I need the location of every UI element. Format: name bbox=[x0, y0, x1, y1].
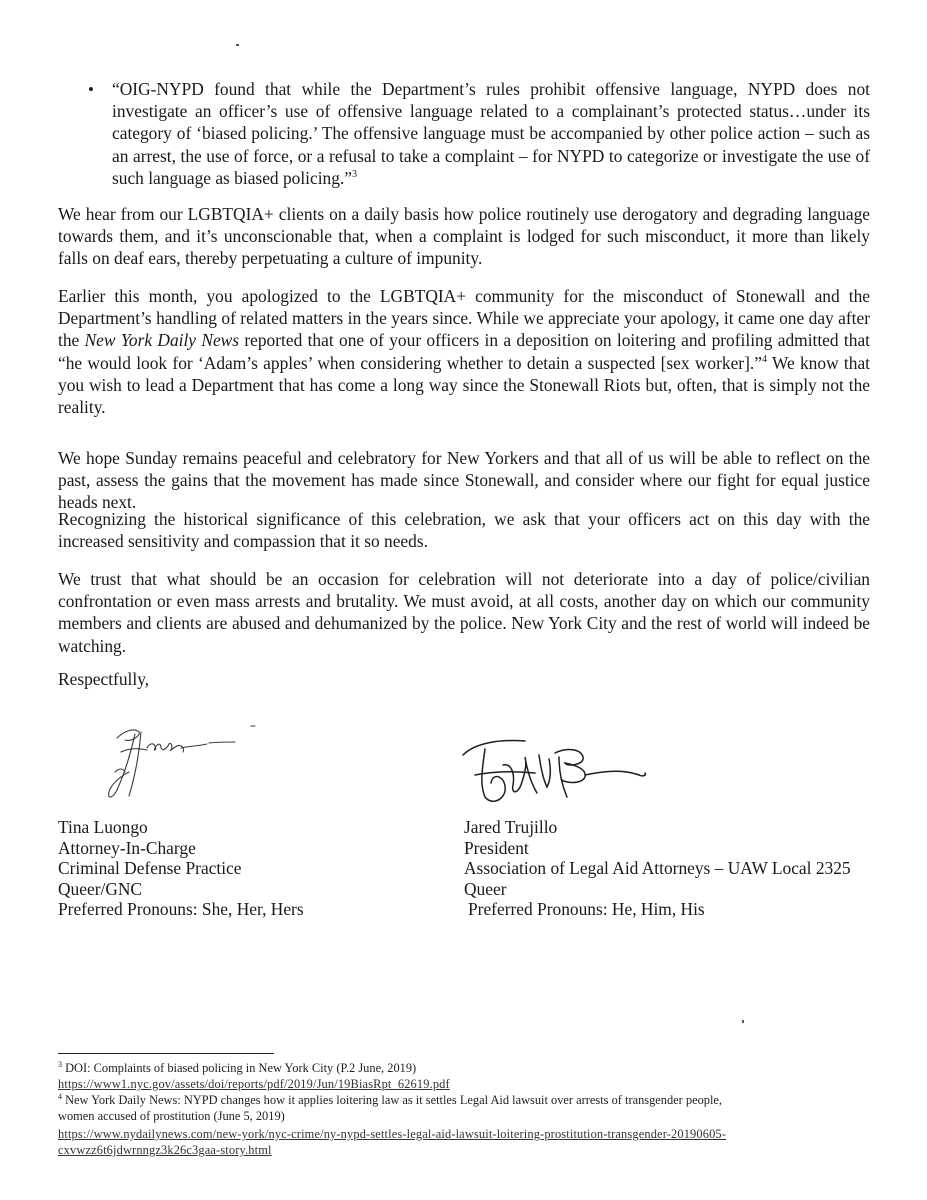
paragraph-2: Earlier this month, you apologized to the LGBTQIA+ community for the misconduct of Stonewall and the Department’s handling of related matters in the years since. While we appreciate your apology, it came one day after the New York Daily News reported that one of your officers in a deposition on loitering and profiling admitted that “he would look for ‘Adam’s apples’ when considering whether to detain a suspected [sex worker].”$^4$ We know that you wish to lead a Department that has come a long way since the Stonewall Riots but, often, that is simply not the reality. bbox=[58, 286, 870, 418]
paragraph-3: We hope Sunday remains peaceful and celebratory for New Yorkers and that all of us will be able to reflect on the past, assess the gains that the movement has made since Stonewall, and consider where our fight for equal justice heads next. bbox=[58, 448, 870, 513]
signatory-name: Jared Trujillo bbox=[464, 817, 558, 837]
scan-speck bbox=[742, 1020, 744, 1023]
closing: Respectfully, bbox=[58, 669, 150, 689]
paragraph-4: Recognizing the historical significance of this celebration, we ask that your officers act on this day with the increased sensitivity and compassion that it so needs. bbox=[58, 509, 870, 552]
scan-speck bbox=[236, 44, 239, 46]
footnote-ref-3: 3 bbox=[352, 169, 358, 181]
newspaper-name: New York Daily News bbox=[84, 330, 240, 351]
bullet-quote bbox=[112, 78, 870, 189]
footnote-3: $^3$ DOI: Complaints of biased policing in New York City (P.2 June, 2019) bbox=[58, 1059, 417, 1075]
signatory-identity: Queer bbox=[464, 878, 507, 899]
signatory-name: Tina Luongo bbox=[58, 817, 148, 837]
bullet-quote-text: “OIG-NYPD found that while the Department’s rules prohibit offensive language, NYPD does not investigate an officer’s use of offensive language related to a complainant’s protected status…under its category of ‘biased policing.’ The offensive language must be accompanied by other police action – such as an arrest, the use of force, or a refusal to take a complaint – for NYPD to categorize or investigate the use of such language as biased policing.” bbox=[112, 79, 870, 188]
footnote-4-line2: women accused of prostitution (June 5, 2019) bbox=[58, 1109, 285, 1123]
signatory-title: President bbox=[464, 837, 529, 858]
signatory-org: Association of Legal Aid Attorneys – UAW Local 2325 bbox=[464, 858, 851, 878]
signatory-pronouns: Preferred Pronouns: She, Her, Hers bbox=[58, 899, 304, 919]
signature-block-left bbox=[58, 817, 304, 920]
footnote-divider bbox=[58, 1053, 274, 1054]
signature-tina-luongo bbox=[95, 712, 270, 807]
signatory-title: Attorney-In-Charge bbox=[58, 837, 196, 858]
bullet-marker: • bbox=[88, 80, 94, 99]
signatory-identity: Queer/GNC bbox=[58, 878, 143, 899]
signature-block-right bbox=[464, 817, 851, 920]
paragraph-5: We trust that what should be an occasion for celebration will not deteriorate into a day of police/civilian confrontation or even mass arrests and brutality. We must avoid, at all costs, another day on which our community members and clients are abused and dehumanized by the police. New York City and the rest of world will indeed be watching. bbox=[58, 569, 870, 656]
signature-jared-trujillo bbox=[455, 735, 655, 810]
paragraph-1: We hear from our LGBTQIA+ clients on a daily basis how police routinely use derogatory and degrading language towards them, and it’s unconscionable that, when a complaint is lodged for such misconduct, it more than likely falls on deaf ears, thereby perpetuating a culture of impunity. bbox=[58, 204, 870, 269]
footnote-ref-4: 4 bbox=[761, 353, 767, 365]
signatory-pronouns: Preferred Pronouns: He, Him, His bbox=[468, 899, 705, 919]
footnote-4-link-cont[interactable]: cxvwzz6t6jdwrnngz3k26c3gaa-story.html bbox=[58, 1143, 272, 1157]
signatory-org: Criminal Defense Practice bbox=[58, 858, 242, 878]
footnote-4-link[interactable]: https://www.nydailynews.com/new-york/nyc-crime/ny-nypd-settles-legal-aid-lawsuit-loitering-prostitution-transgender-20190605- bbox=[58, 1127, 727, 1141]
footnote-4: $^4$ New York Daily News: NYPD changes how it applies loitering law as it settles Legal Aid lawsuit over arrests of transgender people, bbox=[58, 1091, 723, 1107]
footnote-3-link[interactable]: https://www1.nyc.gov/assets/doi/reports/pdf/2019/Jun/19BiasRpt_62619.pdf bbox=[58, 1077, 450, 1091]
